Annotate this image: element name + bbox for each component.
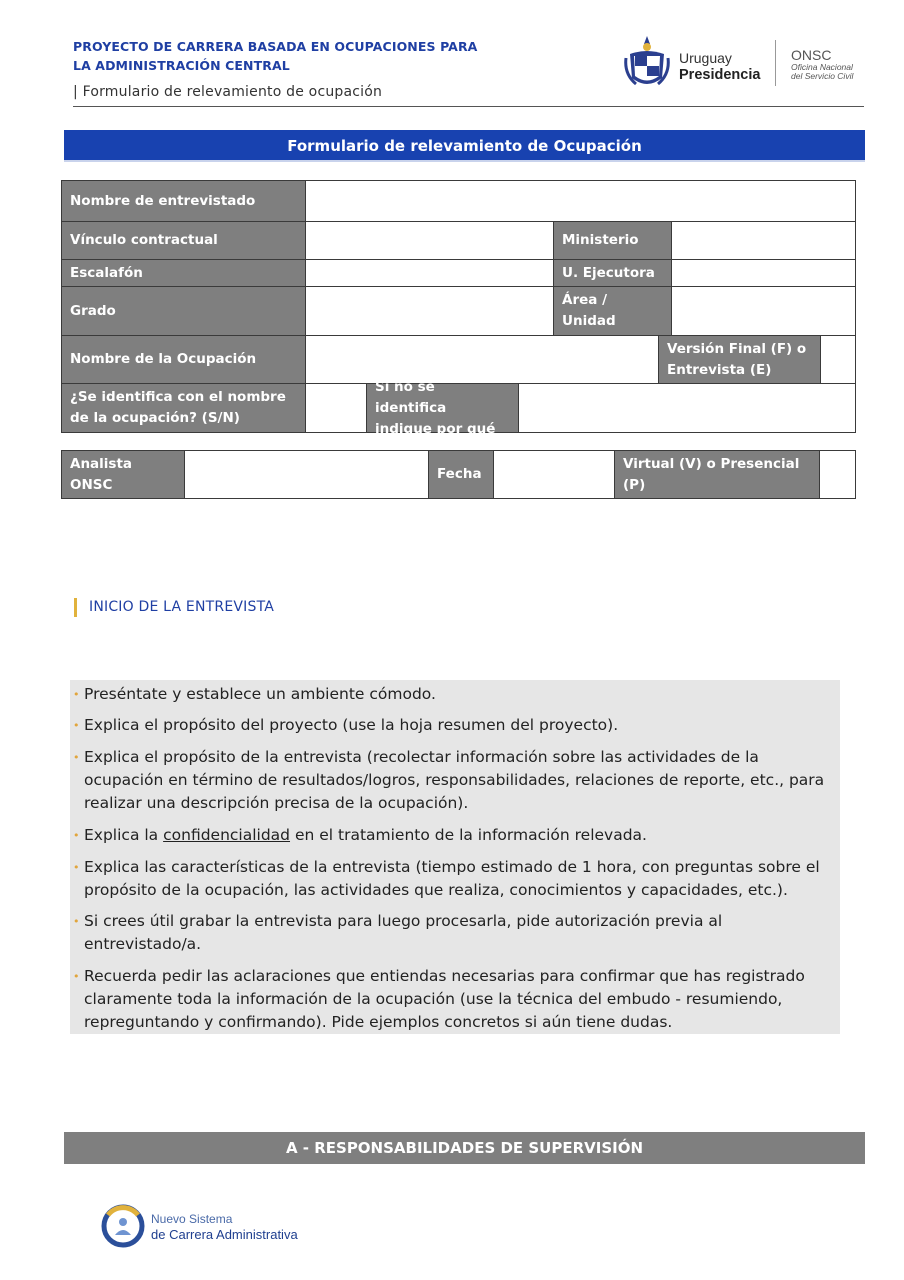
form-title-bar: Formulario de relevamiento de Ocupación (64, 130, 865, 162)
label-vinculo-contractual: Vínculo contractual (61, 221, 306, 260)
input-se-identifica[interactable] (305, 383, 367, 433)
project-title (73, 37, 543, 75)
bullet-icon: • (73, 688, 80, 701)
onsc-logo (791, 48, 853, 81)
label-version (658, 335, 821, 384)
input-vinculo-contractual[interactable] (305, 221, 554, 260)
label-escalafon: Escalafón (61, 259, 306, 287)
label-version-line1: Versión Final (F) o (667, 340, 807, 357)
input-modalidad[interactable] (819, 450, 856, 499)
input-fecha[interactable] (493, 450, 615, 499)
label-nombre-entrevistado: Nombre de entrevistado (61, 180, 306, 222)
label-ministerio: Ministerio (553, 221, 672, 260)
input-version[interactable] (820, 335, 856, 384)
list-item-text: claramente toda la información de la ocupación (use la técnica del embudo - resumiendo, (84, 990, 783, 1008)
label-modalidad-line2: (P) (623, 476, 646, 493)
underlined-term: confidencialidad (163, 826, 291, 844)
list-item-text: entrevistado/a. (84, 935, 202, 953)
input-ministerio[interactable] (671, 221, 856, 260)
bullet-icon: • (73, 751, 80, 764)
label-analista-onsc (61, 450, 185, 499)
list-item (73, 714, 834, 737)
list-item (73, 910, 834, 956)
label-analista-line2: ONSC (70, 476, 113, 493)
list-item (73, 683, 834, 706)
bullet-icon: • (73, 719, 80, 732)
header-divider (73, 106, 864, 107)
label-u-ejecutora: U. Ejecutora (553, 259, 672, 287)
label-modalidad (614, 450, 820, 499)
list-item-text: ocupación en término de resultados/logros, responsabilidades, relaciones de reporte, etc., para (84, 771, 825, 789)
bullet-icon: • (73, 915, 80, 928)
uruguay-presidencia-logo (679, 50, 760, 83)
label-version-line2: Entrevista (E) (667, 361, 772, 378)
list-item-text: Recuerda pedir las aclaraciones que entiendas necesarias para confirmar que has registrado (84, 967, 805, 985)
bullet-icon: • (73, 861, 80, 874)
label-grado: Grado (61, 286, 306, 336)
logo-separator (775, 40, 776, 86)
logo-uruguay-text: Uruguay (679, 50, 732, 66)
section-a-title-bar: A - RESPONSABILIDADES DE SUPERVISIÓN (64, 1132, 865, 1164)
input-escalafon[interactable] (305, 259, 554, 287)
list-item (73, 824, 834, 847)
input-nombre-entrevistado[interactable] (305, 180, 856, 222)
label-area-unidad (553, 286, 672, 336)
label-fecha: Fecha (428, 450, 494, 499)
list-item-text: Explica el propósito del proyecto (use la hoja resumen del proyecto). (84, 716, 619, 734)
footer-line1: Nuevo Sistema (151, 1212, 233, 1226)
onsc-name-line1: Oficina Nacional (791, 62, 853, 72)
onsc-name-line2: del Servicio Civil (791, 71, 854, 81)
list-item-text: propósito de la ocupación, las actividades que realiza, conocimientos y capacidades, etc.). (84, 881, 788, 899)
section-title-inicio: INICIO DE LA ENTREVISTA (89, 599, 275, 615)
input-area-unidad[interactable] (671, 286, 856, 336)
label-analista-line1: Analista (70, 455, 133, 472)
bullet-icon: • (73, 829, 80, 842)
list-item (73, 746, 834, 815)
label-no-identifica-line1: Si no se identifica (375, 378, 447, 416)
label-modalidad-line1: Virtual (V) o Presencial (623, 455, 800, 472)
document-subtitle: | Formulario de relevamiento de ocupación (73, 84, 383, 100)
list-item-text: realizar una descripción precisa de la ocupación). (84, 794, 469, 812)
list-item-text: Explica las características de la entrevista (tiempo estimado de 1 hora, con preguntas sobre el (84, 858, 820, 876)
instructions-box (70, 680, 840, 1034)
label-se-identifica-line1: ¿Se identifica con el nombre (70, 389, 286, 405)
label-se-identifica-line2: de la ocupación? (S/N) (70, 410, 240, 426)
project-title-line1: PROYECTO DE CARRERA BASADA EN OCUPACIONES PARA (73, 39, 478, 54)
label-area-line1: Área / (562, 292, 608, 308)
list-item-text: Si crees útil grabar la entrevista para luego procesarla, pide autorización previa al (84, 912, 723, 930)
list-item-text: Preséntate y establece un ambiente cómodo. (84, 685, 436, 703)
list-item (73, 856, 834, 902)
list-item-text: Explica la (84, 826, 164, 844)
input-grado[interactable] (305, 286, 554, 336)
project-title-line2: LA ADMINISTRACIÓN CENTRAL (73, 58, 290, 73)
footer-brand (151, 1212, 298, 1242)
footer-line2: de Carrera Administrativa (151, 1227, 298, 1242)
label-se-identifica (61, 383, 306, 433)
bullet-icon: • (73, 970, 80, 983)
section-accent-bar (74, 598, 77, 617)
label-nombre-ocupacion: Nombre de la Ocupación (61, 335, 306, 384)
list-item-text: Explica el propósito de la entrevista (recolectar información sobre las actividades de la (84, 748, 759, 766)
uruguay-seal-icon (624, 34, 670, 92)
input-u-ejecutora[interactable] (671, 259, 856, 287)
nuevo-sistema-logo-icon (100, 1203, 146, 1249)
input-analista-onsc[interactable] (184, 450, 429, 499)
label-no-identifica-line2: indique por qué (375, 420, 496, 437)
onsc-acronym: ONSC (791, 47, 832, 63)
label-area-line2: Unidad (562, 313, 616, 329)
input-no-identifica[interactable] (518, 383, 856, 433)
list-item-text: repreguntando y confirmando). Pide ejemplos concretos si aún tiene dudas. (84, 1013, 673, 1031)
label-no-identifica (366, 378, 519, 437)
logo-presidencia-text: Presidencia (679, 67, 761, 83)
list-item (73, 965, 834, 1034)
list-item-text: en el tratamiento de la información relevada. (290, 826, 647, 844)
